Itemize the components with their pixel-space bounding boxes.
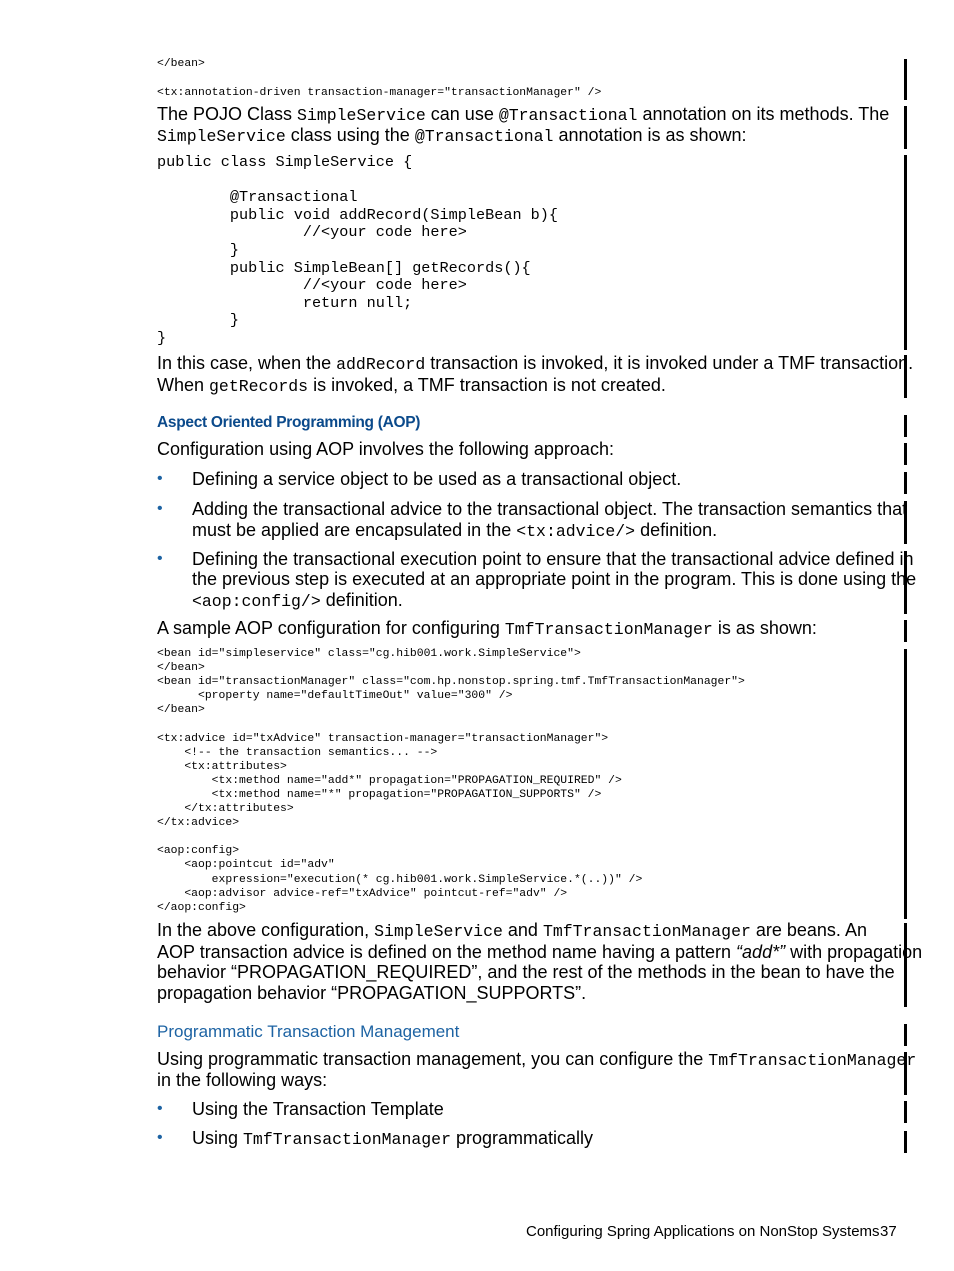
inline-code: addRecord [336, 355, 426, 374]
code-line: <tx:advice id="txAdvice" transaction-manager="transactionManager"> [157, 732, 609, 745]
inline-code: getRecords [209, 377, 309, 396]
paragraph-addrecord-line-2: When getRecords is invoked, a TMF transaction is not created. [157, 375, 666, 396]
code-line: public void addRecord(SimpleBean b){ [157, 205, 559, 224]
change-bar [904, 472, 907, 494]
emphasis-pattern: “add*” [736, 942, 786, 962]
inline-code: @Transactional [498, 106, 638, 125]
paragraph-programmatic-line-2: in the following ways: [157, 1070, 328, 1090]
inline-code: TmfTransactionManager [504, 620, 713, 639]
change-bar [904, 649, 907, 919]
code-line: } [157, 240, 240, 259]
code-line: public class SimpleService { [157, 153, 413, 171]
bullet-marker: • [157, 1100, 163, 1117]
change-bar [904, 155, 907, 350]
code-block-top [157, 57, 601, 100]
code-line: } [157, 311, 240, 330]
change-bar [904, 443, 907, 465]
code-line: </tx:attributes> [157, 803, 294, 816]
change-bar [904, 923, 907, 1007]
code-line: </aop:config> [157, 901, 246, 914]
inline-code: TmfTransactionManager [243, 1130, 451, 1149]
code-line: </bean> [157, 662, 205, 675]
inline-code: SimpleService [157, 127, 286, 146]
paragraph-pojo-line-1: The POJO Class SimpleService can use @Transactional annotation on its methods. The [157, 104, 890, 125]
code-block-java [157, 154, 558, 348]
code-line: <tx:method name="add*" propagation="PROPAGATION_REQUIRED" /> [157, 774, 622, 787]
code-line: //<your code here> [157, 223, 467, 242]
code-line: @Transactional [157, 188, 358, 207]
bullet-execution-point-line-3: <aop:config/> definition. [192, 590, 403, 611]
code-line: <tx:method name="*" propagation="PROPAGATION_SUPPORTS" /> [157, 788, 602, 801]
inline-code: SimpleService [297, 106, 426, 125]
bullet-marker: • [157, 500, 163, 517]
change-bar [904, 106, 907, 149]
paragraph-config-line-3: behavior “PROPAGATION_REQUIRED”, and the rest of the methods in the bean to have the [157, 962, 895, 982]
paragraph-programmatic-line-1: Using programmatic transaction management, you can configure the TmfTransactionManager [157, 1049, 917, 1070]
paragraph-aop-intro: Configuration using AOP involves the following approach: [157, 439, 614, 459]
code-line: <aop:advisor advice-ref="txAdvice" pointcut-ref="adv" /> [157, 887, 568, 900]
change-bar [904, 1101, 907, 1123]
paragraph-addrecord-line-1: In this case, when the addRecord transaction is invoked, it is invoked under a TMF transaction. [157, 353, 914, 374]
paragraph-config-line-2: AOP transaction advice is defined on the method name having a pattern “add*” with propagation [157, 942, 923, 962]
bullet-tmf-programmatically: Using TmfTransactionManager programmatically [192, 1128, 594, 1149]
code-line: <bean id="simpleservice" class="cg.hib001.work.SimpleService"> [157, 648, 581, 660]
code-line: return null; [157, 293, 413, 312]
code-line: <!-- the transaction semantics... --> [157, 746, 438, 759]
paragraph-sample-aop: A sample AOP configuration for configuring TmfTransactionManager is as shown: [157, 618, 817, 639]
code-line: </bean> [157, 58, 205, 70]
bullet-transactional-advice-line-2: must be applied are encapsulated in the <tx:advice/> definition. [192, 520, 718, 541]
code-line: } [157, 328, 167, 347]
page-number: 37 [880, 1223, 897, 1240]
code-line: <bean id="transactionManager" class="com.hp.nonstop.spring.tmf.TmfTransactionManager"> [157, 676, 745, 689]
bullet-transactional-advice-line-1: Adding the transactional advice to the transactional object. The transaction semantics that [192, 499, 908, 519]
inline-code: TmfTransactionManager [542, 922, 751, 941]
change-bar [904, 59, 907, 100]
bullet-marker: • [157, 550, 163, 567]
bullet-service-object: Defining a service object to be used as a transactional object. [192, 469, 682, 489]
inline-code: <tx:advice/> [516, 522, 636, 541]
paragraph-config-line-1: In the above configuration, SimpleService and TmfTransactionManager are beans. An [157, 920, 867, 941]
code-line: </bean> [157, 704, 205, 717]
bullet-marker: • [157, 1129, 163, 1146]
code-line: <property name="defaultTimeOut" value="300" /> [157, 690, 513, 703]
paragraph-pojo-line-2: SimpleService class using the @Transactional annotation is as shown: [157, 125, 747, 146]
inline-code: <aop:config/> [192, 592, 321, 611]
code-line: <aop:config> [157, 845, 240, 858]
paragraph-config-line-4: propagation behavior “PROPAGATION_SUPPORTS”. [157, 983, 587, 1003]
code-line: expression="execution(* cg.hib001.work.SimpleService.*(..))" /> [157, 873, 643, 886]
footer-title: Configuring Spring Applications on NonStop Systems [526, 1223, 880, 1240]
bullet-execution-point-line-1: Defining the transactional execution point to ensure that the transactional advice defined in [192, 549, 914, 569]
bullet-transaction-template: Using the Transaction Template [192, 1099, 444, 1119]
bullet-marker: • [157, 470, 163, 487]
inline-code: TmfTransactionManager [708, 1051, 917, 1070]
code-line: <tx:attributes> [157, 760, 287, 773]
section-heading-programmatic: Programmatic Transaction Management [157, 1022, 460, 1041]
change-bar [904, 1131, 907, 1153]
code-line: public SimpleBean[] getRecords(){ [157, 258, 531, 277]
change-bar [904, 620, 907, 642]
code-block-xml [157, 647, 745, 915]
change-bar [904, 1024, 907, 1046]
code-line: //<your code here> [157, 276, 467, 295]
code-line: </tx:advice> [157, 817, 240, 830]
bullet-execution-point-line-2: the previous step is executed at an appropriate point in the program. This is done using the [192, 569, 917, 589]
inline-code: @Transactional [414, 127, 554, 146]
section-heading-aop: Aspect Oriented Programming (AOP) [157, 414, 421, 431]
inline-code: SimpleService [374, 922, 503, 941]
code-line: <aop:pointcut id="adv" [157, 859, 335, 872]
change-bar [904, 415, 907, 437]
code-line: <tx:annotation-driven transaction-manager="transactionManager" /> [157, 86, 602, 99]
